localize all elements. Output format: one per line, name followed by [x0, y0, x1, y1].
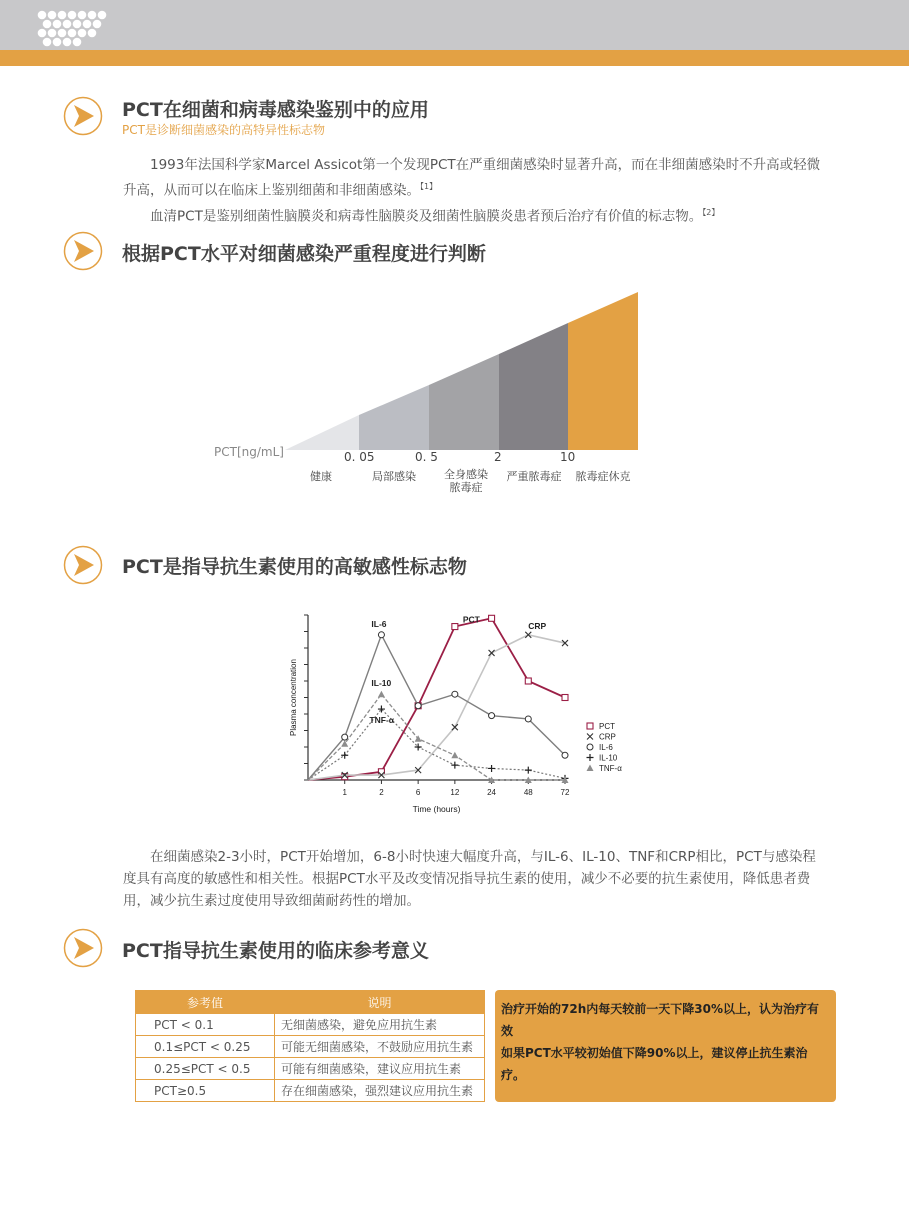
section-subtitle: PCT是诊断细菌感染的高特异性标志物 — [122, 123, 325, 137]
table-cell: 0.25≤PCT < 0.5 — [136, 1058, 275, 1080]
x-axis-label: Time (hours) — [412, 804, 461, 814]
data-point — [525, 716, 531, 722]
x-tick-label: 1 — [342, 788, 347, 797]
legend-label: PCT — [599, 722, 615, 731]
table-row — [136, 1014, 485, 1036]
table-row — [136, 1058, 485, 1080]
data-point — [488, 765, 495, 772]
legend-label: IL-10 — [599, 753, 618, 763]
chevron-right-icon — [63, 928, 103, 968]
series-annotation: IL-6 — [371, 618, 387, 629]
data-point — [451, 762, 458, 769]
level-label: 全身感染 脓毒症 — [444, 468, 488, 494]
level-label: 严重脓毒症 — [506, 470, 562, 483]
data-point — [378, 706, 385, 713]
table-header-cell: 说明 — [275, 991, 485, 1014]
legend-marker — [587, 754, 594, 761]
body-paragraph: 在细菌感染2-3小时，PCT开始增加，6-8小时快速大幅度升高，与IL-6、IL-10、TNF和CRP相比，PCT与感染程度具有高度的敏感性和相关性。根据PCT水平及改变情况指导抗生素的使用，减少不必要的抗生素使用，降低患者费用，减少抗生素过度使用导致细菌耐药性的增加。 — [123, 849, 816, 909]
table-row — [136, 1036, 485, 1058]
legend-marker — [587, 765, 594, 772]
data-point — [452, 624, 458, 630]
x-tick-label: 6 — [415, 788, 421, 797]
citation-ref-1: 【1】 — [420, 182, 438, 191]
table-cell: PCT≥0.5 — [136, 1080, 275, 1102]
legend-label: TNF-α — [599, 764, 622, 773]
data-point — [489, 650, 495, 656]
threshold-label: 2 — [494, 450, 502, 464]
data-point — [489, 615, 495, 621]
series-annotation: CRP — [528, 620, 547, 631]
data-point — [378, 632, 384, 638]
series-annotation: PCT — [462, 614, 480, 625]
series-line-crp — [308, 635, 565, 780]
intro-line-2: 血清PCT是鉴别细菌性脑膜炎和病毒性脑膜炎及细菌性脑膜炎患者预后治疗有价值的标志物。 — [150, 208, 703, 224]
severity-band-local — [359, 385, 429, 450]
chevron-right-icon — [63, 545, 103, 585]
threshold-label: 10 — [560, 450, 576, 464]
table-header-cell: 参考值 — [136, 991, 275, 1014]
section-title: PCT指导抗生素使用的临床参考意义 — [122, 940, 429, 962]
series-annotation: IL-10 — [371, 678, 392, 689]
data-point — [489, 713, 495, 719]
legend-label: CRP — [599, 732, 616, 742]
citation-ref-2: 【2】 — [702, 207, 720, 217]
level-label: 健康 — [310, 470, 332, 483]
legend-marker — [587, 744, 593, 750]
table-cell: 可能无细菌感染，不鼓励应用抗生素 — [275, 1036, 485, 1058]
y-axis-label: Plasma concentration — [289, 659, 298, 736]
series-line-il-6 — [308, 635, 565, 780]
data-point — [378, 691, 385, 698]
guidance-note-box — [495, 990, 836, 1102]
note-line: 如果PCT水平较初始值下降90%以上，建议停止抗生素治疗。 — [501, 1046, 808, 1082]
x-tick-label: 24 — [487, 788, 497, 797]
level-label: 脓毒症休克 — [575, 470, 631, 483]
legend-marker — [587, 723, 593, 729]
unit-label: PCT[ng/mL] — [214, 445, 284, 459]
threshold-label: 0. 5 — [415, 450, 438, 464]
data-point — [341, 752, 348, 759]
data-point — [415, 703, 421, 709]
data-point — [342, 734, 348, 740]
table-header-row — [136, 991, 485, 1014]
severity-band-severe — [499, 323, 568, 450]
x-tick-label: 48 — [523, 788, 533, 797]
data-point — [525, 678, 531, 684]
legend-marker — [587, 734, 593, 740]
reference-table — [135, 990, 485, 1102]
intro-line-1: 1993年法国科学家Marcel Assicot第一个发现PCT在严重细菌感染时显著升高，而在非细菌感染时不升高或轻微升高，从而可以在临床上鉴别细菌和非细菌感染。 — [123, 157, 821, 199]
data-point — [452, 691, 458, 697]
x-tick-label: 72 — [560, 788, 570, 797]
x-tick-label: 2 — [379, 788, 384, 797]
series-annotation: TNF-α — [369, 715, 395, 726]
table-cell: 无细菌感染，避免应用抗生素 — [275, 1014, 485, 1036]
data-point — [562, 752, 568, 758]
section-title: PCT是指导抗生素使用的高敏感性标志物 — [122, 556, 467, 578]
severity-band-shock — [568, 292, 638, 450]
data-point — [378, 769, 384, 775]
data-point — [415, 735, 422, 742]
threshold-label: 0. 05 — [344, 450, 375, 464]
x-tick-label: 12 — [450, 788, 460, 797]
data-point — [525, 767, 532, 774]
severity-wedge — [0, 0, 909, 520]
data-point — [451, 752, 458, 759]
table-cell: 可能有细菌感染，建议应用抗生素 — [275, 1058, 485, 1080]
data-point — [452, 724, 458, 730]
section-title: PCT在细菌和病毒感染鉴别中的应用 — [122, 99, 429, 121]
level-label: 局部感染 — [372, 470, 416, 483]
table-cell: PCT < 0.1 — [136, 1014, 275, 1036]
severity-band-systemic — [429, 354, 499, 450]
table-cell: 存在细菌感染，强烈建议应用抗生素 — [275, 1080, 485, 1102]
note-line: 治疗开始的72h内每天较前一天下降30%以上，认为治疗有效 — [501, 1002, 819, 1038]
severity-band-healthy — [285, 415, 359, 450]
section-title: 根据PCT水平对细菌感染严重程度进行判断 — [122, 243, 486, 265]
table-row — [136, 1080, 485, 1102]
legend-label: IL-6 — [599, 743, 613, 752]
data-point — [562, 695, 568, 701]
cytokine-line-chart — [280, 605, 640, 820]
table-cell: 0.1≤PCT < 0.25 — [136, 1036, 275, 1058]
